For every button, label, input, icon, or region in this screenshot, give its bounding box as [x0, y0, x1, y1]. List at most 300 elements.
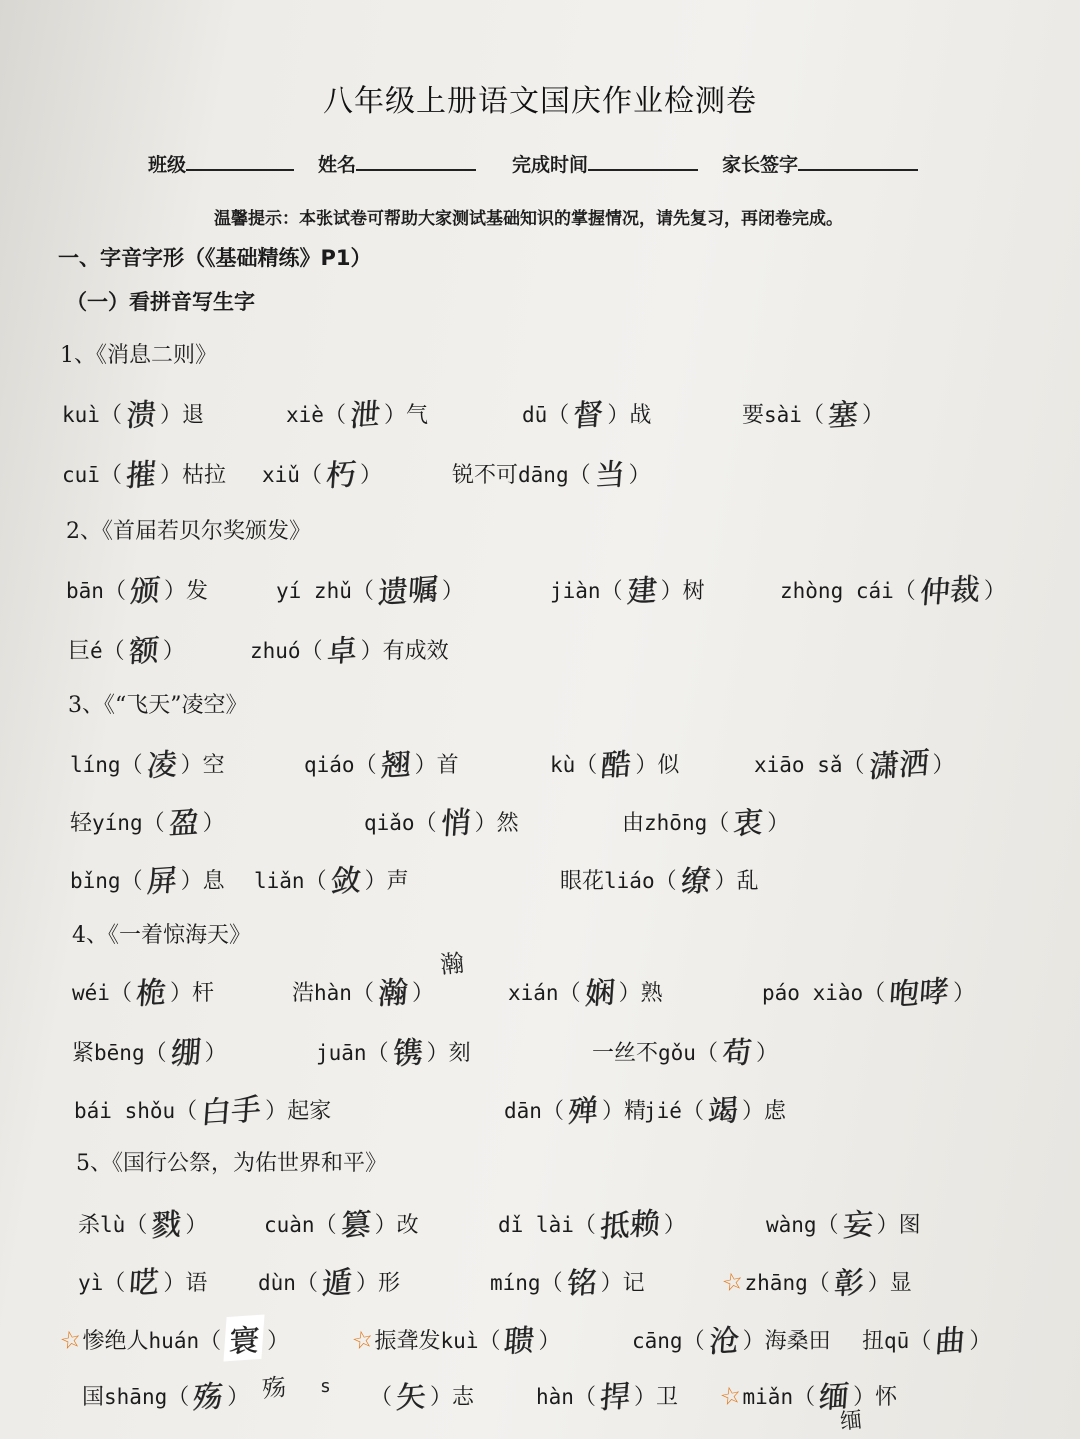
close-paren: ）	[364, 869, 387, 894]
open-paren: （	[366, 1041, 389, 1066]
prefix-text: 紧	[72, 1041, 95, 1066]
suffix-text: 树	[682, 579, 705, 604]
answer-blank[interactable]: 矢	[394, 1378, 427, 1417]
open-paren: （	[414, 811, 437, 836]
close-paren: ）	[441, 579, 464, 604]
subsection-heading: （一）看拼音写生字	[66, 290, 255, 314]
answer-row	[0, 740, 1080, 786]
answer-blank[interactable]: 彰	[832, 1264, 865, 1303]
answer-blank[interactable]: 摧	[124, 456, 157, 495]
open-paren: （	[351, 579, 374, 604]
answer-blank[interactable]: 盈	[167, 804, 200, 843]
pinyin: jié	[644, 1099, 682, 1123]
suffix-text: 怀	[875, 1385, 898, 1410]
pinyin: dāng	[518, 463, 569, 487]
pinyin: kuì	[440, 1329, 479, 1353]
pinyin: hàn	[536, 1385, 574, 1409]
handwritten-correction: 瀚	[438, 948, 466, 980]
answer-blank[interactable]: 遁	[320, 1264, 353, 1303]
close-paren: ）	[607, 403, 630, 428]
pinyin: cuī	[62, 463, 100, 487]
suffix-text: 志	[452, 1385, 475, 1410]
close-paren: ）	[474, 811, 497, 836]
close-paren: ）	[360, 639, 383, 664]
open-paren: （	[370, 1385, 393, 1410]
close-paren: ）	[969, 1329, 992, 1354]
pinyin-item	[622, 798, 789, 842]
close-paren: ）	[601, 1099, 624, 1124]
pinyin-item	[550, 740, 679, 784]
close-paren: ）	[267, 1329, 290, 1354]
pinyin-item	[550, 566, 705, 610]
class-field[interactable]	[148, 150, 294, 177]
pinyin: kuì	[62, 403, 100, 427]
answer-blank[interactable]: 当	[593, 456, 626, 495]
answer-blank[interactable]: 朽	[324, 456, 357, 495]
pinyin-item	[72, 1028, 227, 1072]
answer-blank[interactable]: 苟	[720, 1034, 753, 1073]
answer-blank[interactable]: 敛	[329, 862, 362, 901]
prefix-text: 浩	[292, 981, 315, 1006]
answer-blank[interactable]: 娴	[583, 974, 616, 1013]
open-paren: （	[681, 1099, 704, 1124]
close-paren: ）	[204, 1041, 227, 1066]
lesson-title: 1、《消息二则》	[60, 343, 217, 368]
suffix-text: 退	[181, 403, 204, 428]
pinyin-item	[70, 740, 225, 784]
close-paren: ）	[227, 1385, 250, 1410]
suffix-text: 声	[386, 869, 409, 894]
pinyin-item	[66, 566, 208, 610]
suffix-text: 似	[657, 753, 680, 778]
close-paren: ）	[767, 811, 790, 836]
answer-blank[interactable]: 殚	[566, 1092, 599, 1131]
star-icon: ☆	[717, 1380, 745, 1412]
suffix-text: 然	[496, 811, 519, 836]
suffix-text: 起家	[287, 1099, 332, 1124]
pinyin-item	[258, 1258, 400, 1302]
pinyin: bān	[66, 579, 104, 603]
pinyin: sài	[764, 403, 802, 427]
open-paren: （	[102, 639, 125, 664]
star-icon: ☆	[719, 1266, 747, 1298]
pinyin: dùn	[258, 1271, 296, 1295]
pinyin-item	[522, 390, 651, 434]
suffix-text: 海桑田	[764, 1329, 831, 1354]
answer-blank[interactable]: 遗嘱	[376, 571, 439, 612]
answer-row	[0, 1028, 1080, 1073]
pinyin: dū	[522, 403, 548, 427]
open-paren: （	[682, 1329, 705, 1354]
answer-row	[0, 856, 1080, 901]
lesson-title: 3、《“飞天”凌空》	[68, 693, 248, 718]
close-paren: ）	[355, 1271, 378, 1296]
answer-blank[interactable]: 咆哮	[887, 973, 951, 1014]
close-paren: ）	[633, 1385, 656, 1410]
open-paren: （	[478, 1329, 501, 1354]
open-paren: （	[707, 811, 730, 836]
suffix-text: 精	[623, 1099, 646, 1124]
answer-blank[interactable]: 酷	[599, 746, 633, 785]
pinyin-item	[742, 390, 884, 434]
open-paren: （	[600, 579, 623, 604]
answer-blank[interactable]: 凌	[145, 746, 178, 785]
close-paren: ）	[180, 869, 203, 894]
open-paren: （	[103, 1271, 126, 1296]
close-paren: ）	[359, 463, 382, 488]
suffix-text: 空	[202, 753, 225, 778]
answer-blank[interactable]: 绷	[169, 1034, 202, 1073]
suffix-text: 乱	[736, 869, 759, 894]
pinyin-item	[68, 626, 185, 670]
tip-text: 温馨提示：本张试卷可帮助大家测试基础知识的掌握情况，请先复习，再闭卷完成。	[214, 209, 843, 229]
close-paren: ）	[663, 1213, 686, 1238]
answer-blank[interactable]: 镌	[391, 1034, 424, 1073]
pinyin-item	[349, 1316, 561, 1361]
pinyin: qiáo	[304, 753, 355, 777]
close-paren: ）	[714, 869, 737, 894]
suffix-text: 虑	[763, 1099, 786, 1124]
close-paren: ）	[169, 981, 192, 1006]
answer-blank[interactable]: 颁	[128, 572, 161, 611]
answer-blank[interactable]: 抵赖	[598, 1205, 661, 1246]
open-paren: （	[109, 981, 132, 1006]
open-paren: （	[540, 1271, 563, 1296]
parent-label: 家长签字	[722, 154, 799, 176]
pinyin: shāng	[104, 1385, 168, 1409]
answer-blank[interactable]: 竭	[706, 1092, 739, 1131]
pinyin: liáo	[604, 869, 655, 893]
pinyin-item	[364, 798, 519, 842]
suffix-text: 显	[889, 1271, 912, 1296]
prefix-text: 国	[82, 1385, 105, 1410]
pinyin-item	[719, 1258, 912, 1303]
open-paren: （	[695, 1041, 718, 1066]
answer-blank[interactable]: 泄	[348, 396, 381, 435]
pinyin: xiǔ	[262, 463, 300, 487]
pinyin-item	[78, 1200, 207, 1244]
pinyin: lù	[100, 1213, 126, 1237]
pinyin: dǐ lài	[498, 1213, 574, 1237]
pinyin: dān	[504, 1099, 542, 1123]
pinyin: cāng	[632, 1329, 683, 1353]
pinyin: juān	[316, 1041, 367, 1065]
close-paren: ）	[538, 1329, 561, 1354]
open-paren: （	[125, 1213, 148, 1238]
suffix-text: 熟	[640, 981, 663, 1006]
open-paren: （	[300, 639, 323, 664]
pinyin: yì	[78, 1271, 104, 1295]
answer-blank[interactable]: 翘	[379, 746, 412, 785]
close-paren: ）	[755, 1041, 778, 1066]
lesson-title: 2、《首届若贝尔奖颁发》	[66, 519, 311, 544]
close-paren: ）	[383, 403, 406, 428]
lesson-title: 4、《一着惊海天》	[72, 923, 251, 948]
pinyin: bái shǒu	[74, 1099, 176, 1123]
open-paren: （	[167, 1385, 190, 1410]
open-paren: （	[120, 869, 143, 894]
answer-row	[0, 390, 1080, 435]
suffix-text: 语	[185, 1271, 208, 1296]
pinyin-item	[316, 1028, 471, 1072]
close-paren: ）	[430, 1385, 453, 1410]
open-paren: （	[175, 1099, 198, 1124]
pinyin-item	[74, 1086, 331, 1130]
pinyin: zhuó	[250, 639, 301, 663]
suffix-text: 首	[436, 753, 459, 778]
answer-row	[0, 968, 1080, 1014]
answer-row	[0, 566, 1080, 612]
pinyin: hàn	[314, 981, 352, 1005]
pinyin-item	[536, 1372, 678, 1416]
time-field[interactable]	[512, 150, 698, 177]
answer-blank[interactable]: 缅	[817, 1378, 851, 1417]
suffix-text: 记	[622, 1271, 645, 1296]
suffix-text: 图	[898, 1213, 921, 1238]
answer-blank[interactable]: 建	[625, 572, 658, 611]
prefix-text: 由	[622, 811, 645, 836]
pinyin-item	[490, 1258, 645, 1302]
close-paren: ）	[159, 403, 182, 428]
suffix-text: 战	[629, 403, 652, 428]
close-paren: ）	[876, 1213, 899, 1238]
answer-blank[interactable]: 缭	[679, 862, 712, 901]
suffix-text: 刻	[448, 1041, 471, 1066]
parent-signature-field[interactable]	[722, 150, 918, 177]
pinyin-item	[644, 1086, 786, 1130]
answer-blank[interactable]: 仲裁	[918, 571, 981, 612]
answer-blank[interactable]: 屏	[145, 862, 178, 901]
pinyin-item	[592, 1028, 778, 1072]
close-paren: ）	[426, 1041, 449, 1066]
open-paren: （	[354, 753, 377, 778]
open-paren: （	[541, 1099, 564, 1124]
open-paren: （	[351, 981, 374, 1006]
pinyin-item	[370, 1372, 474, 1416]
pinyin-item	[766, 1200, 921, 1244]
open-paren: （	[547, 403, 570, 428]
answer-blank[interactable]: 篡	[339, 1206, 372, 1245]
lesson-title: 5、《国行公祭，为佑世界和平》	[76, 1151, 387, 1176]
class-label: 班级	[148, 154, 187, 176]
answer-blank[interactable]: 曲	[933, 1322, 967, 1361]
open-paren: （	[299, 463, 322, 488]
prefix-text: 杀	[78, 1213, 101, 1238]
pinyin: jiàn	[550, 579, 601, 603]
suffix-text: 发	[185, 579, 208, 604]
close-paren: ）	[265, 1099, 288, 1124]
pinyin-item	[82, 1372, 249, 1416]
answer-row	[0, 1086, 1080, 1132]
pinyin-item	[72, 968, 214, 1012]
stray-letter: s	[320, 1376, 331, 1397]
pinyin: yíng	[92, 811, 143, 835]
close-paren: ）	[635, 753, 658, 778]
prefix-text: 振聋发	[374, 1329, 441, 1354]
close-paren: ）	[853, 1385, 876, 1410]
pinyin-item	[508, 968, 663, 1012]
answer-blank[interactable]: 铭	[565, 1264, 598, 1303]
close-paren: ）	[374, 1213, 397, 1238]
suffix-text: 形	[377, 1271, 400, 1296]
close-paren: ）	[861, 403, 884, 428]
pinyin-item	[717, 1372, 898, 1417]
pinyin: miǎn	[742, 1385, 794, 1409]
answer-blank[interactable]: 寰	[224, 1315, 265, 1362]
close-paren: ）	[742, 1329, 765, 1354]
close-paren: ）	[953, 981, 976, 1006]
pinyin-item	[264, 1200, 419, 1244]
open-paren: （	[568, 463, 591, 488]
answer-blank[interactable]: 衷	[731, 804, 765, 843]
suffix-text: 改	[396, 1213, 419, 1238]
answer-blank[interactable]: 卓	[325, 632, 358, 671]
answer-blank[interactable]: 呓	[127, 1264, 161, 1303]
answer-row	[0, 1258, 1080, 1303]
close-paren: ）	[163, 579, 186, 604]
pinyin-item	[862, 1316, 991, 1360]
answer-blank[interactable]: 桅	[134, 974, 167, 1013]
pinyin-item	[304, 740, 459, 784]
prefix-text: 轻	[70, 811, 93, 836]
open-paren: （	[654, 869, 677, 894]
open-paren: （	[295, 1271, 318, 1296]
time-label: 完成时间	[512, 154, 589, 176]
answer-blank[interactable]: 妄	[841, 1206, 874, 1245]
pinyin: páo xiào	[762, 981, 864, 1005]
handwritten-correction: 殇	[260, 1372, 288, 1404]
prefix-text: 锐不可	[452, 463, 519, 488]
handwritten-correction: 缅	[838, 1407, 864, 1436]
pinyin: qiǎo	[364, 811, 415, 835]
name-field[interactable]	[318, 150, 476, 177]
answer-row	[0, 798, 1080, 843]
pinyin-item	[254, 856, 409, 900]
pinyin: míng	[490, 1271, 541, 1295]
pinyin: cuàn	[264, 1213, 315, 1237]
answer-blank[interactable]: 塞	[826, 396, 859, 435]
open-paren: （	[304, 869, 327, 894]
open-paren: （	[314, 1213, 337, 1238]
pinyin: xián	[508, 981, 559, 1005]
open-paren: （	[807, 1271, 830, 1296]
open-paren: （	[816, 1213, 839, 1238]
pinyin: bǐng	[70, 869, 121, 893]
answer-blank[interactable]: 沧	[707, 1322, 740, 1361]
open-paren: （	[801, 403, 824, 428]
open-paren: （	[863, 981, 886, 1006]
prefix-text: 巨	[68, 639, 91, 664]
pinyin-item	[504, 1086, 646, 1130]
pinyin-item	[70, 798, 225, 842]
page-title: 八年级上册语文国庆作业检测卷	[323, 84, 757, 119]
open-paren: （	[199, 1329, 222, 1354]
pinyin-item	[632, 1316, 831, 1360]
pinyin-item	[262, 450, 382, 494]
open-paren: （	[142, 811, 165, 836]
open-paren: （	[573, 1385, 596, 1410]
close-paren: ）	[600, 1271, 623, 1296]
answer-row	[0, 1372, 1080, 1417]
pinyin: zhòng cái	[780, 579, 894, 603]
prefix-text: 扭	[862, 1329, 885, 1354]
star-icon: ☆	[57, 1324, 85, 1356]
answer-blank[interactable]: 殇	[191, 1378, 225, 1417]
pinyin: yí zhǔ	[276, 579, 352, 603]
pinyin-item	[286, 390, 428, 434]
pinyin: zhāng	[744, 1271, 808, 1295]
answer-blank[interactable]: 潇洒	[867, 745, 930, 786]
pinyin: bēng	[94, 1041, 145, 1065]
open-paren: （	[893, 579, 916, 604]
name-label: 姓名	[318, 154, 357, 176]
answer-blank[interactable]: 捍	[598, 1378, 631, 1417]
open-paren: （	[793, 1385, 816, 1410]
prefix-text: 一丝不	[592, 1041, 659, 1066]
pinyin: zhōng	[644, 811, 708, 835]
open-paren: （	[558, 981, 581, 1006]
prefix-text: 惨绝人	[82, 1329, 149, 1354]
answer-row	[0, 1200, 1080, 1246]
answer-blank[interactable]: 溃	[124, 396, 157, 435]
close-paren: ）	[414, 753, 437, 778]
answer-row	[0, 450, 1080, 495]
answer-blank[interactable]: 聩	[503, 1322, 536, 1361]
section-heading: 一、字音字形（《基础精练》P1）	[58, 246, 372, 270]
pinyin-item	[250, 626, 449, 670]
open-paren: （	[120, 753, 143, 778]
pinyin: huán	[148, 1329, 200, 1353]
open-paren: （	[103, 579, 126, 604]
close-paren: ）	[628, 463, 651, 488]
answer-blank[interactable]: 额	[127, 632, 160, 671]
pinyin: wàng	[766, 1213, 817, 1237]
prefix-text: 眼花	[560, 869, 605, 894]
close-paren: ）	[185, 1213, 208, 1238]
star-icon: ☆	[349, 1324, 377, 1356]
close-paren: ）	[660, 579, 683, 604]
pinyin: kù	[550, 753, 576, 777]
open-paren: （	[323, 403, 346, 428]
pinyin: qū	[884, 1329, 910, 1353]
open-paren: （	[99, 403, 122, 428]
pinyin-item	[57, 1316, 290, 1361]
pinyin: é	[90, 639, 103, 663]
answer-blank[interactable]: 督	[571, 396, 605, 435]
answer-blank[interactable]: 戮	[149, 1206, 183, 1245]
pinyin-item	[780, 566, 1006, 610]
suffix-text: 有成效	[382, 639, 449, 664]
pinyin-item	[498, 1200, 686, 1244]
suffix-text: 卫	[655, 1385, 678, 1410]
answer-blank[interactable]: 白手	[199, 1091, 263, 1132]
pinyin-item	[78, 1258, 207, 1302]
open-paren: （	[909, 1329, 932, 1354]
answer-blank[interactable]: 瀚	[376, 974, 409, 1013]
answer-blank[interactable]: 悄	[439, 804, 472, 843]
close-paren: ）	[867, 1271, 890, 1296]
open-paren: （	[842, 753, 865, 778]
student-info-row	[148, 150, 948, 180]
pinyin-item	[560, 856, 759, 900]
pinyin-item	[62, 450, 226, 494]
suffix-text: 息	[202, 869, 225, 894]
suffix-text: 杆	[191, 981, 214, 1006]
pinyin: wéi	[72, 981, 110, 1005]
suffix-text: 气	[405, 403, 428, 428]
open-paren: （	[99, 463, 122, 488]
open-paren: （	[144, 1041, 167, 1066]
